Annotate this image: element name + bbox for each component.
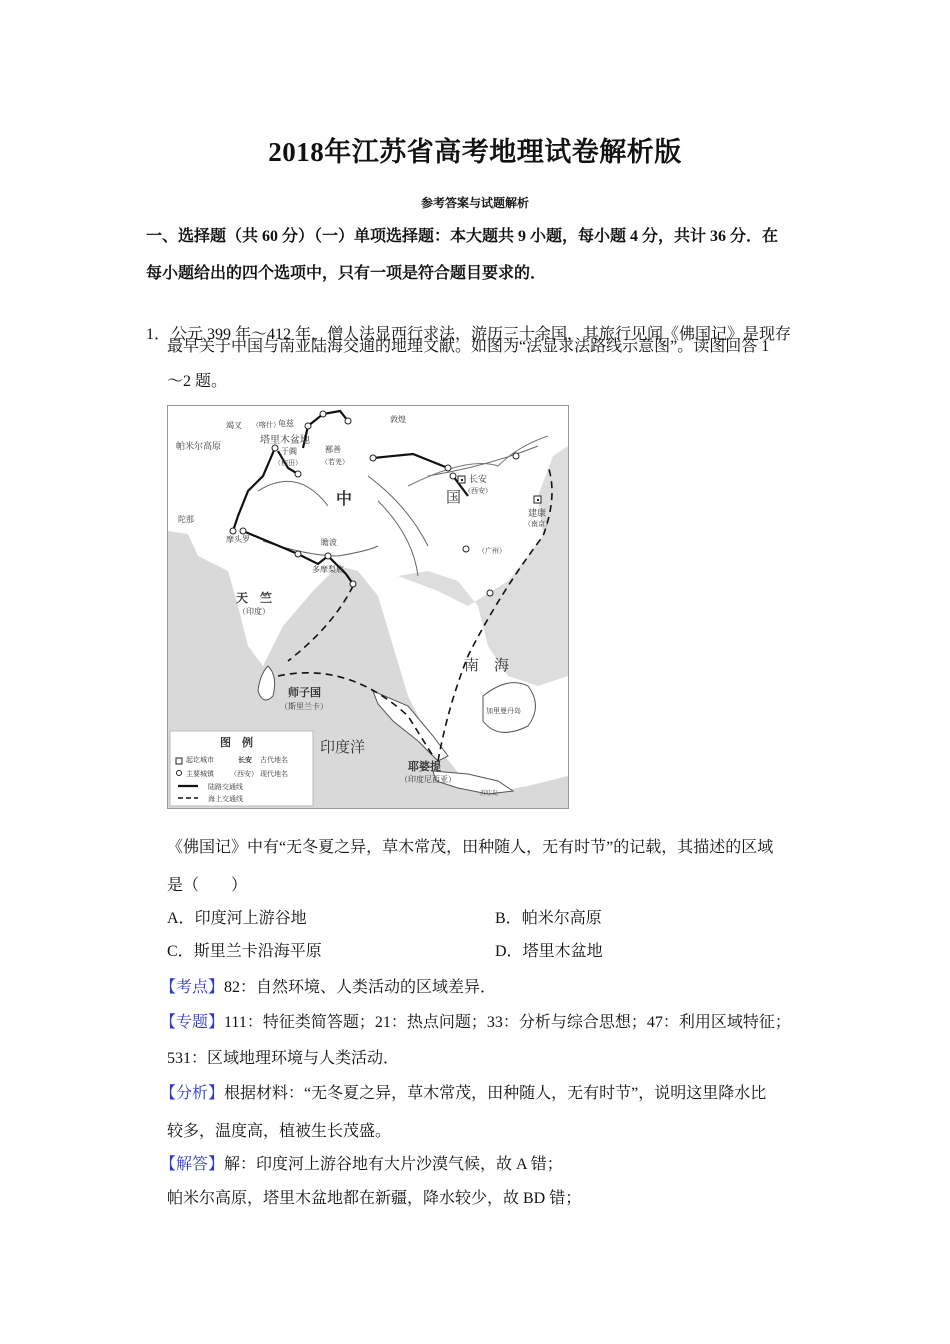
legend-start-city: 起讫城市 [186, 756, 214, 764]
map-label-yepoti-modern: （印度尼西亚） [400, 775, 456, 784]
map-label-duomoliti: 多摩梨底 [312, 565, 344, 574]
kaodian-tag: 【考点】 [160, 979, 225, 996]
map-label-shanshan-modern: （若羌） [321, 458, 349, 466]
option-b-label: B． [495, 910, 522, 927]
map-label-sumbawa: 苏哇岛 [480, 790, 499, 797]
legend-modern-sample: （西安） [230, 770, 258, 778]
option-b-text: 帕米尔高原 [521, 910, 602, 927]
jieda-text-line1: 解：印度河上游谷地有大片沙漠气候，故 A 错； [224, 1156, 563, 1173]
option-a-label: A． [167, 910, 195, 927]
question-text-line1: 《佛国记》中有“无冬夏之异，草木常茂，田种随人，无有时节”的记载，其描述的区域 [167, 839, 774, 856]
map-label-pamir: 帕米尔高原 [176, 442, 222, 452]
map-label-changan: 长安 [469, 475, 488, 485]
option-c-text: 斯里兰卡沿海平原 [193, 943, 322, 960]
map-label-guo: 国 [446, 488, 462, 506]
fenxi-text-line2: 较多，温度高，植被生长茂盛。 [167, 1123, 392, 1140]
jieda-tag: 【解答】 [160, 1156, 225, 1173]
section-heading-line2: 每小题给出的四个选项中，只有一项是符合题目要求的． [146, 265, 547, 282]
question-text-line2: 是（ ） [167, 877, 248, 894]
question-number: 1． [146, 326, 171, 343]
jieda-section [160, 1151, 563, 1174]
zhuanti-section [160, 1009, 791, 1032]
jieda-text-line2: 帕米尔高原，塔里木盆地都在新疆，降水较少，故 BD 错； [167, 1190, 582, 1207]
option-c-label: C． [167, 943, 194, 960]
map-label-tuona: 陀那 [178, 515, 194, 524]
question-stem-line3: ～2 题。 [167, 373, 228, 390]
map-label-yepoti: 耶婆提 [408, 760, 441, 773]
document-subtitle: 参考答案与试题解析 [420, 196, 529, 210]
map-label-shanshan: 鄯善 [325, 445, 341, 454]
option-d-label: D． [495, 943, 523, 960]
legend-land-route: 陆路交通线 [208, 783, 243, 791]
kaodian-text: 82：自然环境、人类活动的区域差异． [224, 979, 497, 996]
legend-title: 图 例 [220, 736, 253, 749]
option-c[interactable] [167, 938, 322, 961]
legend-sea-route: 海上交通线 [208, 795, 243, 803]
map-label-qiuci: 龟兹 [278, 419, 294, 428]
map-label-shiziguo: 师子国 [288, 686, 321, 699]
map-label-shiziguo-modern: （斯里兰卡） [280, 702, 328, 711]
question-stem-line1: 公元 399 年～412 年，僧人法显西行求法，游历三十余国，其旅行见闻《佛国记》是现存 [171, 326, 792, 343]
map-label-tarim: 塔里木盆地 [260, 435, 310, 446]
map-label-jiankang-modern: （南京） [524, 520, 552, 528]
legend-modern-name: 现代地名 [260, 770, 288, 778]
option-a-text: 印度河上游谷地 [194, 910, 307, 927]
map-label-dunhuang: 敦煌 [390, 415, 406, 424]
option-a[interactable] [167, 905, 307, 928]
fenxi-tag: 【分析】 [160, 1085, 225, 1102]
map-label-kalimantan: 加里曼丹岛 [486, 707, 521, 715]
map-label-guangzhou: （广州） [478, 547, 506, 555]
map-label-nanhai: 南 海 [464, 656, 510, 674]
map-label-indian-ocean: 印度洋 [320, 738, 366, 756]
question-stem-line2: 最早关于中国与南亚陆海交通的地理文献。如图为“法显求法路线示意图”。读图回答 1 [167, 338, 770, 355]
map-label-zhanbo: 瞻波 [321, 538, 337, 547]
map-label-motouluo: 摩头罗 [226, 535, 250, 544]
zhuanti-text-line2: 531：区域地理环境与人类活动． [167, 1050, 400, 1067]
map-label-zhong: 中 [336, 489, 353, 508]
map-label-jieca: 竭叉 [226, 421, 242, 430]
map-label-yutian: 于阗 [281, 447, 297, 456]
legend-ancient-sample: 长安 [238, 756, 252, 764]
kaodian-section [160, 974, 496, 997]
zhuanti-text-line1: 111：特征类简答题；21：热点问题；33：分析与综合思想；47：利用区域特征； [224, 1014, 791, 1031]
legend-major-town: 主要城镇 [186, 770, 214, 778]
option-b[interactable] [495, 905, 602, 928]
option-d-text: 塔里木盆地 [522, 943, 603, 960]
map-label-yutian-modern: （和田） [274, 459, 302, 467]
map-label-tianzhu: 天 竺 [236, 591, 273, 605]
map-label-jieca-modern: （喀什） [252, 421, 280, 429]
map-label-tianzhu-modern: （印度） [238, 607, 270, 616]
route-map-figure [167, 405, 569, 809]
section-heading-line1: 一、选择题（共 60 分）（一）单项选择题：本大题共 9 小题，每小题 4 分，共计 36 分．在 [146, 228, 779, 245]
map-label-changan-modern: （西安） [464, 487, 492, 495]
fenxi-text-line1: 根据材料：“无冬夏之异，草木常茂，田种随人，无有时节”，说明这里降水比 [224, 1085, 767, 1102]
document-title: 2018年江苏省高考地理试卷解析版 [268, 137, 682, 167]
option-d[interactable] [495, 938, 603, 961]
map-label-jiankang: 建康 [528, 509, 547, 519]
fenxi-section [160, 1080, 766, 1103]
legend-ancient-name: 古代地名 [260, 756, 288, 764]
zhuanti-tag: 【专题】 [160, 1014, 225, 1031]
